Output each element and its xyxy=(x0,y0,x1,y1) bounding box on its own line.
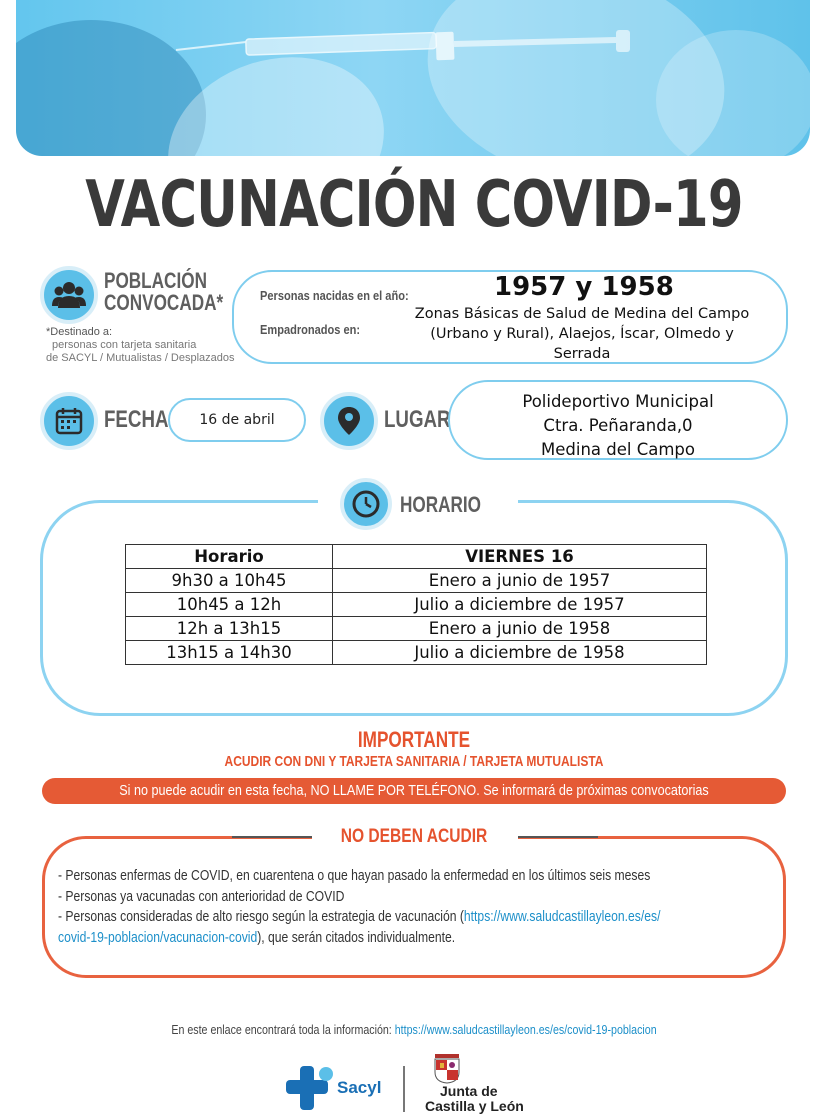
table-header: Horario xyxy=(126,545,333,569)
footer-info-link[interactable]: https://www.saludcastillayleon.es/es/covid-19-poblacion xyxy=(394,1022,657,1037)
lugar-line2: Ctra. Peñaranda,0 xyxy=(543,416,693,435)
horario-label: HORARIO xyxy=(400,492,482,517)
empadronados-value xyxy=(382,304,782,364)
fecha-label: FECHA xyxy=(104,406,169,433)
clock-icon xyxy=(340,478,392,530)
vacunacion-link-continued[interactable]: covid-19-poblacion/vacunacion-covid xyxy=(58,928,258,946)
lugar-label: LUGAR xyxy=(384,406,451,433)
lugar-line3: Medina del Campo xyxy=(541,440,695,459)
syringe-icon xyxy=(16,0,810,156)
table-cell: Julio a diciembre de 1957 xyxy=(333,593,707,617)
importante-title: IMPORTANTE xyxy=(357,727,471,752)
footer-info-text: En este enlace encontrará toda la información: xyxy=(171,1022,392,1037)
table-cell: Enero a junio de 1958 xyxy=(333,617,707,641)
sacyl-logo-icon xyxy=(286,1064,336,1112)
list-item-text: - Personas consideradas de alto riesgo según la estrategia de vacunación ( xyxy=(58,908,464,925)
empadronados-line3: Serrada xyxy=(553,346,611,362)
table-row xyxy=(126,641,707,665)
table-cell: Julio a diciembre de 1958 xyxy=(333,641,707,665)
poblacion-note-line3: de SACYL / Mutualistas / Desplazados xyxy=(46,352,235,364)
list-item: - Personas enfermas de COVID, en cuarentena o que hayan pasado la enfermedad en los últimos seis meses xyxy=(58,867,651,884)
people-icon xyxy=(40,266,98,324)
poblacion-note-line2: personas con tarjeta sanitaria xyxy=(52,339,197,351)
table-cell: Enero a junio de 1957 xyxy=(333,569,707,593)
table-cell: 10h45 a 12h xyxy=(126,593,333,617)
location-pin-icon xyxy=(320,392,378,450)
calendar-icon xyxy=(40,392,98,450)
footer-info xyxy=(75,1022,754,1037)
table-cell: 9h30 a 10h45 xyxy=(126,569,333,593)
empadronados-line2: (Urbano y Rural), Alaejos, Íscar, Olmedo y xyxy=(430,326,734,342)
vacunacion-link[interactable]: https://www.saludcastillayleon.es/es/ xyxy=(463,908,661,925)
list-item xyxy=(58,928,787,949)
list-item: - Personas ya vacunadas con anterioridad de COVID xyxy=(58,887,345,905)
jcyl-line1: Junta de xyxy=(440,1083,498,1099)
empadronados-label: Empadronados en: xyxy=(260,322,361,337)
footer-divider xyxy=(403,1066,405,1112)
no-deben-title: NO DEBEN ACUDIR xyxy=(340,826,488,847)
sacyl-logo-text: Sacyl xyxy=(337,1078,382,1097)
empadronados-line1: Zonas Básicas de Salud de Medina del Campo xyxy=(414,306,750,322)
lugar-line1: Polideportivo Municipal xyxy=(522,392,714,411)
hero-image xyxy=(16,0,810,156)
table-cell: 13h15 a 14h30 xyxy=(126,641,333,665)
table-cell: 12h a 13h15 xyxy=(126,617,333,641)
nacidos-value: 1957 y 1958 xyxy=(494,272,674,302)
page-title: VACUNACIÓN COVID-19 xyxy=(85,168,743,242)
table-row xyxy=(126,569,707,593)
nacidos-label: Personas nacidas en el año: xyxy=(260,288,409,303)
table-header: VIERNES 16 xyxy=(333,545,707,569)
list-item xyxy=(58,907,787,928)
poblacion-label-line1: POBLACIÓN xyxy=(104,268,207,293)
no-deben-list xyxy=(58,866,787,948)
table-header-row xyxy=(126,545,707,569)
poblacion-label-line2: CONVOCADA* xyxy=(104,290,224,315)
poblacion-note-title: *Destinado a: xyxy=(46,326,113,338)
importante-subtitle: ACUDIR CON DNI Y TARJETA SANITARIA / TARJETA MUTUALISTA xyxy=(224,753,604,770)
table-row xyxy=(126,593,707,617)
jcyl-logo-text xyxy=(425,1084,524,1114)
list-item-text: ), que serán citados individualmente. xyxy=(257,928,456,946)
warning-text: Si no puede acudir en esta fecha, NO LLAME POR TELÉFONO. Se informará de próximas convocatorias xyxy=(119,782,709,799)
coat-of-arms-icon xyxy=(432,1052,462,1084)
lugar-value xyxy=(448,390,788,462)
table-row xyxy=(126,617,707,641)
schedule-table xyxy=(125,544,707,665)
jcyl-line2: Castilla y León xyxy=(425,1098,524,1114)
poblacion-label xyxy=(104,270,223,314)
fecha-value: 16 de abril xyxy=(168,398,306,442)
